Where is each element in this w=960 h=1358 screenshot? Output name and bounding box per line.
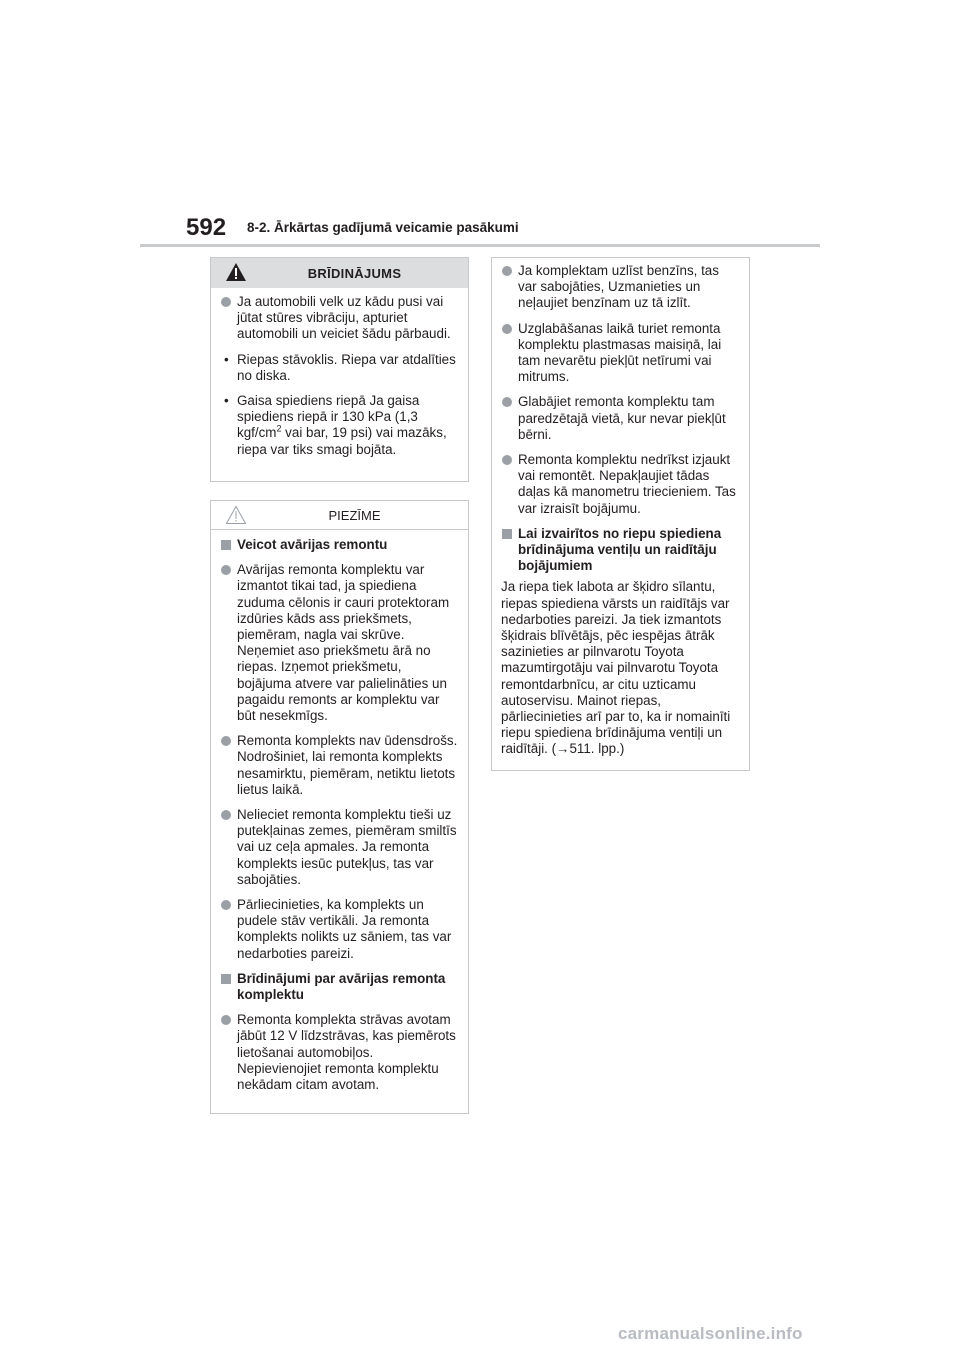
list-item-text: vai bar, 19 psi) vai mazāks, riepa var tiks smagi bojāta. [237,425,447,457]
list-item-text: Avārijas remonta komplektu var izmantot tikai tad, ja spiediena zuduma cēlonis ir cauri protektoram izdūries kāds ass priekšmets, piemēram, nagla vai skrūve. Neņemiet aso priekšmetu ārā no riepas. Izņemot priekšmetu, bojājuma atvere var palielināties un pagaidu remonts ar komplektu var būt nesekmīgs. [237,562,450,724]
warning-box-body [211,288,468,475]
bullet-icon [221,1015,231,1025]
list-item [220,294,459,343]
paragraph [501,579,740,757]
bullet-icon [221,736,231,746]
warning-box [210,257,469,482]
bullet-icon [502,266,512,276]
list-item [501,394,740,443]
list-item-text: Gaisa spiediens riepā Ja gaisa spiediens riepā ir 130 kPa (1,3 kgf/cm [237,393,420,441]
superscript: 2 [276,423,282,434]
warning-box-header [211,258,468,288]
list-item [220,733,459,798]
list-item [501,452,740,517]
list-item [220,352,459,384]
list-item [220,807,459,888]
subheading-text: Veicot avārijas remontu [237,537,388,552]
note-box [210,500,469,1114]
list-item-text: Ja komplektam uzlīst benzīns, tas var sabojāties, Uzmanieties un neļaujiet benzīnam uz tā izlīt. [518,263,719,311]
dash-bullet: • [224,393,229,409]
warning-title: BRĪDINĀJUMS [307,265,402,281]
list-item [220,897,459,962]
list-item [501,321,740,386]
subheading-text: Lai izvairītos no riepu spiediena brīdinājuma ventiļu un raidītāju bojājumiem [518,525,722,574]
list-item-text: Remonta komplekta strāvas avotam jābūt 12 V līdzstrāvas, kas piemērots lietošanai automobiļos. Nepievienojiet remonta komplektu nekādam citam avotam. [237,1012,456,1093]
square-bullet-icon [502,529,512,539]
bullet-icon [221,565,231,575]
bullet-icon [221,297,231,307]
list-item-text: Pārliecinieties, ka komplekts un pudele stāv vertikāli. Ja remonta komplekts nolikts uz sāniem, tas var nedarboties pareizi. [237,897,452,961]
list-item-text: Nelieciet remonta komplektu tieši uz putekļainas zemes, piemēram smiltīs vai uz ceļa apmales. Ja remonta komplekts iesūc putekļus, tas var sabojāties. [237,807,457,887]
list-item-text: Remonta komplekts nav ūdensdrošs. Nodrošiniet, lai remonta komplekts nesamirktu, piemēram, netiktu lietots lietus laikā. [237,733,458,797]
bullet-icon [502,324,512,334]
note-title: PIEZĪME [328,507,381,523]
subheading [220,971,459,1003]
page-number: 592 [186,214,227,241]
caution-triangle-icon [225,505,247,528]
paragraph-text: Ja riepa tiek labota ar šķidro sīlantu, riepas spiediena vārsts un raidītājs var nedarboties pareizi. Ja tiek izmantots šķidrais blīvētājs, pēc iespējas ātrāk sazinieties ar pilnvarotu Toyota mazumtirgotāju vai pilnvarotu Toyota remontdarbnīcu, ar citu uzticamu autoservisu. Mainot riepas, pārliecinieties arī par to, ka ir nomainīti riepu spiediena brīdinājuma ventiļi un raidītāji. (→511. lpp.) [501,579,731,757]
subheading-text: Brīdinājumi par avārijas remonta komplektu [237,970,446,1003]
subheading [220,537,459,553]
list-item-text: Uzglabāšanas laikā turiet remonta komplektu plastmasas maisiņā, lai tam nevarētu piekļūt netīrumi vai mitrums. [518,320,722,385]
list-item [220,393,459,458]
bullet-icon [502,397,512,407]
bullet-icon [221,900,231,910]
warning-triangle-icon [225,262,247,285]
list-item [501,263,740,312]
square-bullet-icon [221,974,231,984]
list-item [220,562,459,724]
note-box-header [211,501,468,530]
list-item-text: Glabājiet remonta komplektu tam paredzētajā vietā, kur nevar piekļūt bērni. [518,394,726,442]
watermark: carmanualsonline.info [618,1324,803,1343]
list-item [220,1012,459,1093]
bullet-icon [221,810,231,820]
note-box-continued [491,257,750,771]
header-rule [140,244,820,247]
section-title: 8-2. Ārkārtas gadījumā veicamie pasākumi [247,220,519,235]
list-item-text: Ja automobili velk uz kādu pusi vai jūtat stūres vibrāciju, apturiet automobili un veiciet šādu pārbaudi. [237,294,451,342]
list-item-text: Riepas stāvoklis. Riepa var atdalīties no diska. [237,351,456,383]
bullet-icon [502,455,512,465]
dash-bullet: • [224,351,229,367]
note-box-continued-body [492,258,749,775]
note-box-body [211,530,468,1110]
list-item-text: Remonta komplektu nedrīkst izjaukt vai remontēt. Nepakļaujiet tādas daļas kā manometru triecieniem. Tas var izraisīt bojājumu. [518,452,736,516]
subheading [501,526,740,575]
square-bullet-icon [221,540,231,550]
